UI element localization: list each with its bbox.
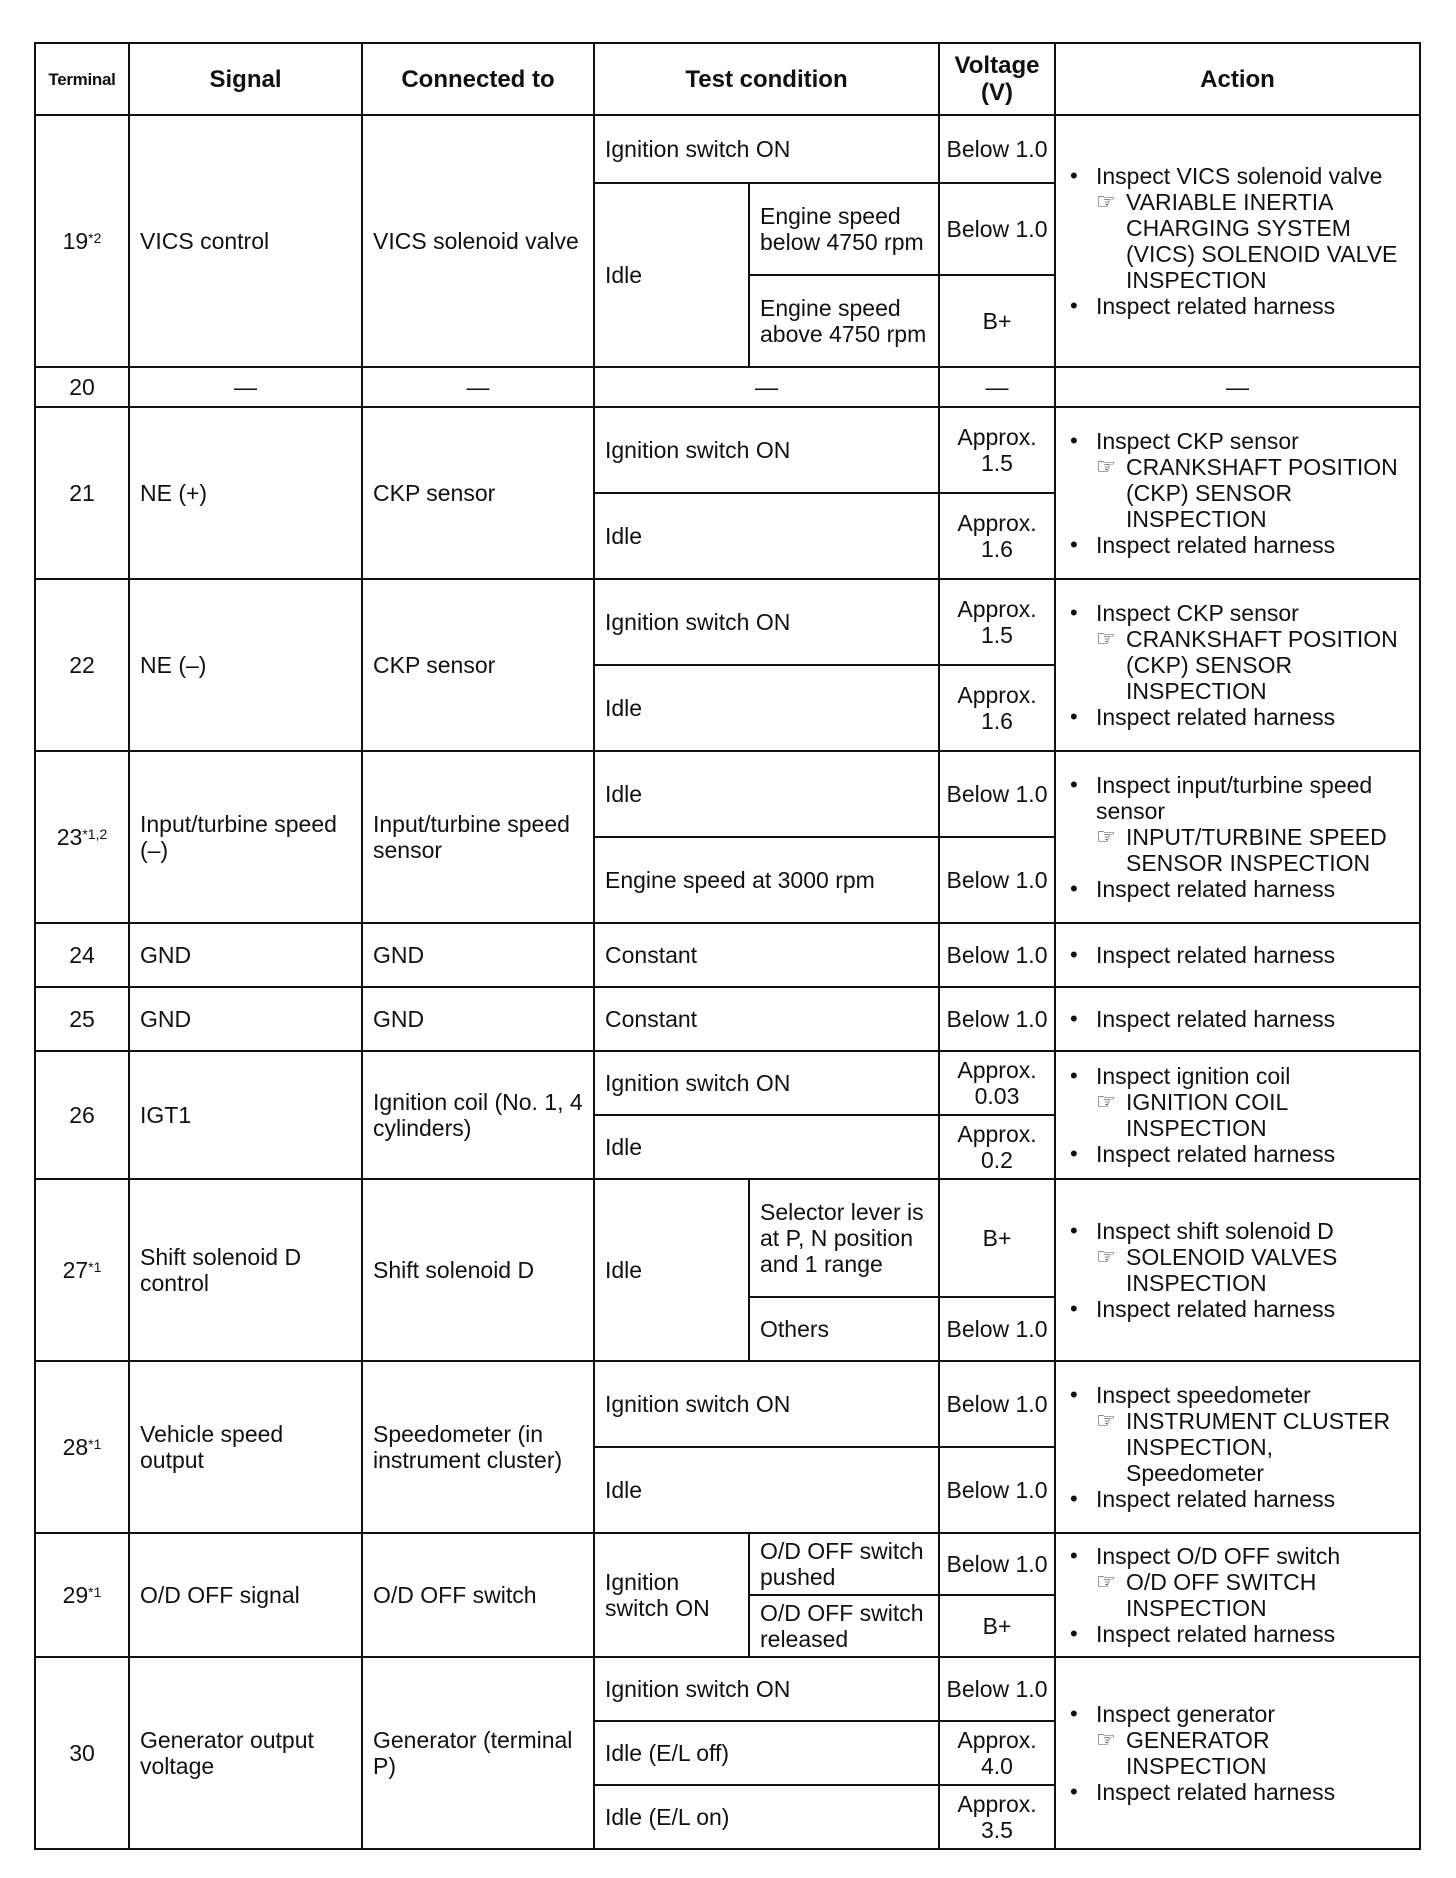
connected-cell: CKP sensor	[362, 407, 594, 579]
terminal-voltage-table	[34, 42, 1421, 1850]
connected-cell: GND	[362, 923, 594, 987]
terminal-cell: 26	[35, 1051, 129, 1179]
condition-cell: Ignition switch ON	[594, 1051, 939, 1115]
connected-cell: GND	[362, 987, 594, 1051]
pointing-hand-icon: ☞	[1096, 1244, 1116, 1269]
connected-cell: Shift solenoid D	[362, 1179, 594, 1361]
condition-cell: Ignition switch ON	[594, 1361, 939, 1447]
action-item: • Inspect related harness	[1066, 1621, 1411, 1647]
voltage-cell: Below 1.0	[939, 115, 1055, 183]
signal-cell: VICS control	[129, 115, 362, 367]
table-row	[35, 923, 1420, 987]
action-item: • Inspect related harness	[1066, 1006, 1411, 1032]
action-item: • Inspect VICS solenoid valve ☞ VARIABLE INERTIA CHARGING SYSTEM (VICS) SOLENOID VALVE INSPECTION	[1066, 163, 1411, 293]
sub-condition-cell: Engine speed above 4750 rpm	[749, 275, 939, 367]
condition-cell: Idle	[594, 751, 939, 837]
pointing-hand-icon: ☞	[1096, 454, 1116, 479]
action-item: • Inspect related harness	[1066, 876, 1411, 902]
voltage-cell: Approx. 0.03	[939, 1051, 1055, 1115]
header-connected-to: Connected to	[362, 43, 594, 115]
action-cell	[1055, 115, 1420, 367]
action-cell	[1055, 1051, 1420, 1179]
terminal-cell: 22	[35, 579, 129, 751]
action-item: • Inspect related harness	[1066, 942, 1411, 968]
connected-cell: CKP sensor	[362, 579, 594, 751]
voltage-cell: Approx. 3.5	[939, 1785, 1055, 1849]
reference-link[interactable]: ☞ SOLENOID VALVES INSPECTION	[1096, 1244, 1338, 1296]
header-voltage: Voltage (V)	[939, 43, 1055, 115]
sub-condition-cell: Engine speed below 4750 rpm	[749, 183, 939, 275]
action-cell	[1055, 1533, 1420, 1657]
table-header-row	[35, 43, 1420, 115]
reference-link[interactable]: ☞ CRANKSHAFT POSITION (CKP) SENSOR INSPECTION	[1096, 454, 1398, 532]
connected-cell: VICS solenoid valve	[362, 115, 594, 367]
action-item: • Inspect related harness	[1066, 704, 1411, 730]
terminal-cell: 27$^{*1}$	[35, 1179, 129, 1361]
sub-condition-cell: Others	[749, 1297, 939, 1361]
action-item: • Inspect shift solenoid D ☞ SOLENOID VALVES INSPECTION	[1066, 1218, 1411, 1296]
action-item: • Inspect ignition coil ☞ IGNITION COIL INSPECTION	[1066, 1063, 1411, 1141]
action-item: • Inspect speedometer ☞ INSTRUMENT CLUSTER INSPECTION, Speedometer	[1066, 1382, 1411, 1486]
table-row	[35, 1657, 1420, 1721]
action-cell	[1055, 987, 1420, 1051]
condition-cell: Engine speed at 3000 rpm	[594, 837, 939, 923]
action-cell	[1055, 407, 1420, 579]
condition-cell: Ignition switch ON	[594, 1533, 749, 1657]
table-row	[35, 1361, 1420, 1447]
condition-cell: Constant	[594, 987, 939, 1051]
action-item: • Inspect input/turbine speed sensor ☞ INPUT/TURBINE SPEED SENSOR INSPECTION	[1066, 772, 1411, 876]
action-item: • Inspect O/D OFF switch ☞ O/D OFF SWITCH INSPECTION	[1066, 1543, 1411, 1621]
voltage-cell: Below 1.0	[939, 751, 1055, 837]
condition-cell: Ignition switch ON	[594, 407, 939, 493]
action-item: • Inspect related harness	[1066, 532, 1411, 558]
voltage-cell: Below 1.0	[939, 987, 1055, 1051]
condition-cell: Idle (E/L off)	[594, 1721, 939, 1785]
terminal-cell: 25	[35, 987, 129, 1051]
reference-link[interactable]: ☞ INSTRUMENT CLUSTER INSPECTION, Speedometer	[1096, 1408, 1391, 1486]
table-row	[35, 407, 1420, 493]
voltage-cell: Approx. 0.2	[939, 1115, 1055, 1179]
signal-cell: GND	[129, 923, 362, 987]
connected-cell: —	[362, 367, 594, 407]
condition-cell: Constant	[594, 923, 939, 987]
condition-cell: Idle	[594, 1447, 939, 1533]
action-item: • Inspect generator ☞ GENERATOR INSPECTION	[1066, 1701, 1411, 1779]
action-cell	[1055, 1361, 1420, 1533]
terminal-cell: 21	[35, 407, 129, 579]
signal-cell: Input/turbine speed (–)	[129, 751, 362, 923]
reference-link[interactable]: ☞ GENERATOR INSPECTION	[1096, 1727, 1270, 1779]
signal-cell: —	[129, 367, 362, 407]
action-cell	[1055, 579, 1420, 751]
voltage-cell: Below 1.0	[939, 1533, 1055, 1595]
pointing-hand-icon: ☞	[1096, 1569, 1116, 1594]
action-item: • Inspect related harness	[1066, 293, 1411, 319]
voltage-cell: Approx. 1.6	[939, 665, 1055, 751]
table-row	[35, 1533, 1420, 1595]
action-cell	[1055, 1657, 1420, 1849]
action-item: • Inspect CKP sensor ☞ CRANKSHAFT POSITION (CKP) SENSOR INSPECTION	[1066, 428, 1411, 532]
connected-cell: Speedometer (in instrument cluster)	[362, 1361, 594, 1533]
pointing-hand-icon: ☞	[1096, 189, 1116, 214]
terminal-cell: 28$^{*1}$	[35, 1361, 129, 1533]
voltage-cell: B+	[939, 275, 1055, 367]
table-row	[35, 367, 1420, 407]
condition-cell: Idle	[594, 183, 749, 367]
table-row	[35, 1179, 1420, 1297]
sub-condition-cell: O/D OFF switch pushed	[749, 1533, 939, 1595]
voltage-cell: Approx. 1.5	[939, 579, 1055, 665]
voltage-cell: B+	[939, 1595, 1055, 1657]
voltage-cell: Below 1.0	[939, 837, 1055, 923]
terminal-spec-sheet	[34, 42, 1419, 1850]
voltage-cell: Below 1.0	[939, 923, 1055, 987]
condition-cell: —	[594, 367, 939, 407]
pointing-hand-icon: ☞	[1096, 824, 1116, 849]
voltage-cell: Below 1.0	[939, 183, 1055, 275]
condition-cell: Idle	[594, 1179, 749, 1361]
voltage-cell: Approx. 1.6	[939, 493, 1055, 579]
action-cell	[1055, 751, 1420, 923]
reference-link[interactable]: ☞ CRANKSHAFT POSITION (CKP) SENSOR INSPECTION	[1096, 626, 1398, 704]
signal-cell: IGT1	[129, 1051, 362, 1179]
terminal-cell: 29$^{*1}$	[35, 1533, 129, 1657]
pointing-hand-icon: ☞	[1096, 1727, 1116, 1752]
table-row	[35, 751, 1420, 837]
condition-cell: Idle	[594, 493, 939, 579]
signal-cell: GND	[129, 987, 362, 1051]
action-item: • Inspect CKP sensor ☞ CRANKSHAFT POSITION (CKP) SENSOR INSPECTION	[1066, 600, 1411, 704]
action-item: • Inspect related harness	[1066, 1296, 1411, 1322]
signal-cell: Generator output voltage	[129, 1657, 362, 1849]
voltage-cell: Below 1.0	[939, 1447, 1055, 1533]
voltage-cell: —	[939, 367, 1055, 407]
header-signal: Signal	[129, 43, 362, 115]
reference-link[interactable]: ☞ VARIABLE INERTIA CHARGING SYSTEM (VICS) SOLENOID VALVE INSPECTION	[1096, 189, 1398, 293]
sub-condition-cell: Selector lever is at P, N position and 1 range	[749, 1179, 939, 1297]
terminal-cell: 24	[35, 923, 129, 987]
header-test-condition: Test condition	[594, 43, 939, 115]
connected-cell: O/D OFF switch	[362, 1533, 594, 1657]
voltage-cell: Below 1.0	[939, 1657, 1055, 1721]
signal-cell: NE (–)	[129, 579, 362, 751]
action-cell	[1055, 923, 1420, 987]
pointing-hand-icon: ☞	[1096, 1408, 1116, 1433]
connected-cell: Ignition coil (No. 1, 4 cylinders)	[362, 1051, 594, 1179]
action-cell	[1055, 1179, 1420, 1361]
voltage-cell: B+	[939, 1179, 1055, 1297]
action-cell: —	[1055, 367, 1420, 407]
sub-condition-cell: O/D OFF switch released	[749, 1595, 939, 1657]
table-row	[35, 1051, 1420, 1115]
voltage-cell: Below 1.0	[939, 1297, 1055, 1361]
action-item: • Inspect related harness	[1066, 1486, 1411, 1512]
condition-cell: Ignition switch ON	[594, 115, 939, 183]
pointing-hand-icon: ☞	[1096, 1089, 1116, 1114]
condition-cell: Idle (E/L on)	[594, 1785, 939, 1849]
table-row	[35, 987, 1420, 1051]
condition-cell: Idle	[594, 1115, 939, 1179]
reference-link[interactable]: ☞ O/D OFF SWITCH INSPECTION	[1096, 1569, 1317, 1621]
voltage-cell: Approx. 4.0	[939, 1721, 1055, 1785]
terminal-cell: 23$^{*1,2}$	[35, 751, 129, 923]
signal-cell: O/D OFF signal	[129, 1533, 362, 1657]
signal-cell: NE (+)	[129, 407, 362, 579]
terminal-cell: 30	[35, 1657, 129, 1849]
pointing-hand-icon: ☞	[1096, 626, 1116, 651]
action-item: • Inspect related harness	[1066, 1141, 1411, 1167]
table-row	[35, 115, 1420, 183]
voltage-cell: Approx. 1.5	[939, 407, 1055, 493]
connected-cell: Generator (terminal P)	[362, 1657, 594, 1849]
terminal-cell: 19$^{*2}$	[35, 115, 129, 367]
condition-cell: Ignition switch ON	[594, 579, 939, 665]
voltage-cell: Below 1.0	[939, 1361, 1055, 1447]
connected-cell: Input/turbine speed sensor	[362, 751, 594, 923]
signal-cell: Shift solenoid D control	[129, 1179, 362, 1361]
condition-cell: Ignition switch ON	[594, 1657, 939, 1721]
table-row	[35, 579, 1420, 665]
reference-link[interactable]: ☞ INPUT/TURBINE SPEED SENSOR INSPECTION	[1096, 824, 1387, 876]
condition-cell: Idle	[594, 665, 939, 751]
signal-cell: Vehicle speed output	[129, 1361, 362, 1533]
header-terminal: Terminal	[35, 43, 129, 115]
header-action: Action	[1055, 43, 1420, 115]
terminal-cell: 20	[35, 367, 129, 407]
reference-link[interactable]: ☞ IGNITION COIL INSPECTION	[1096, 1089, 1288, 1141]
action-item: • Inspect related harness	[1066, 1779, 1411, 1805]
